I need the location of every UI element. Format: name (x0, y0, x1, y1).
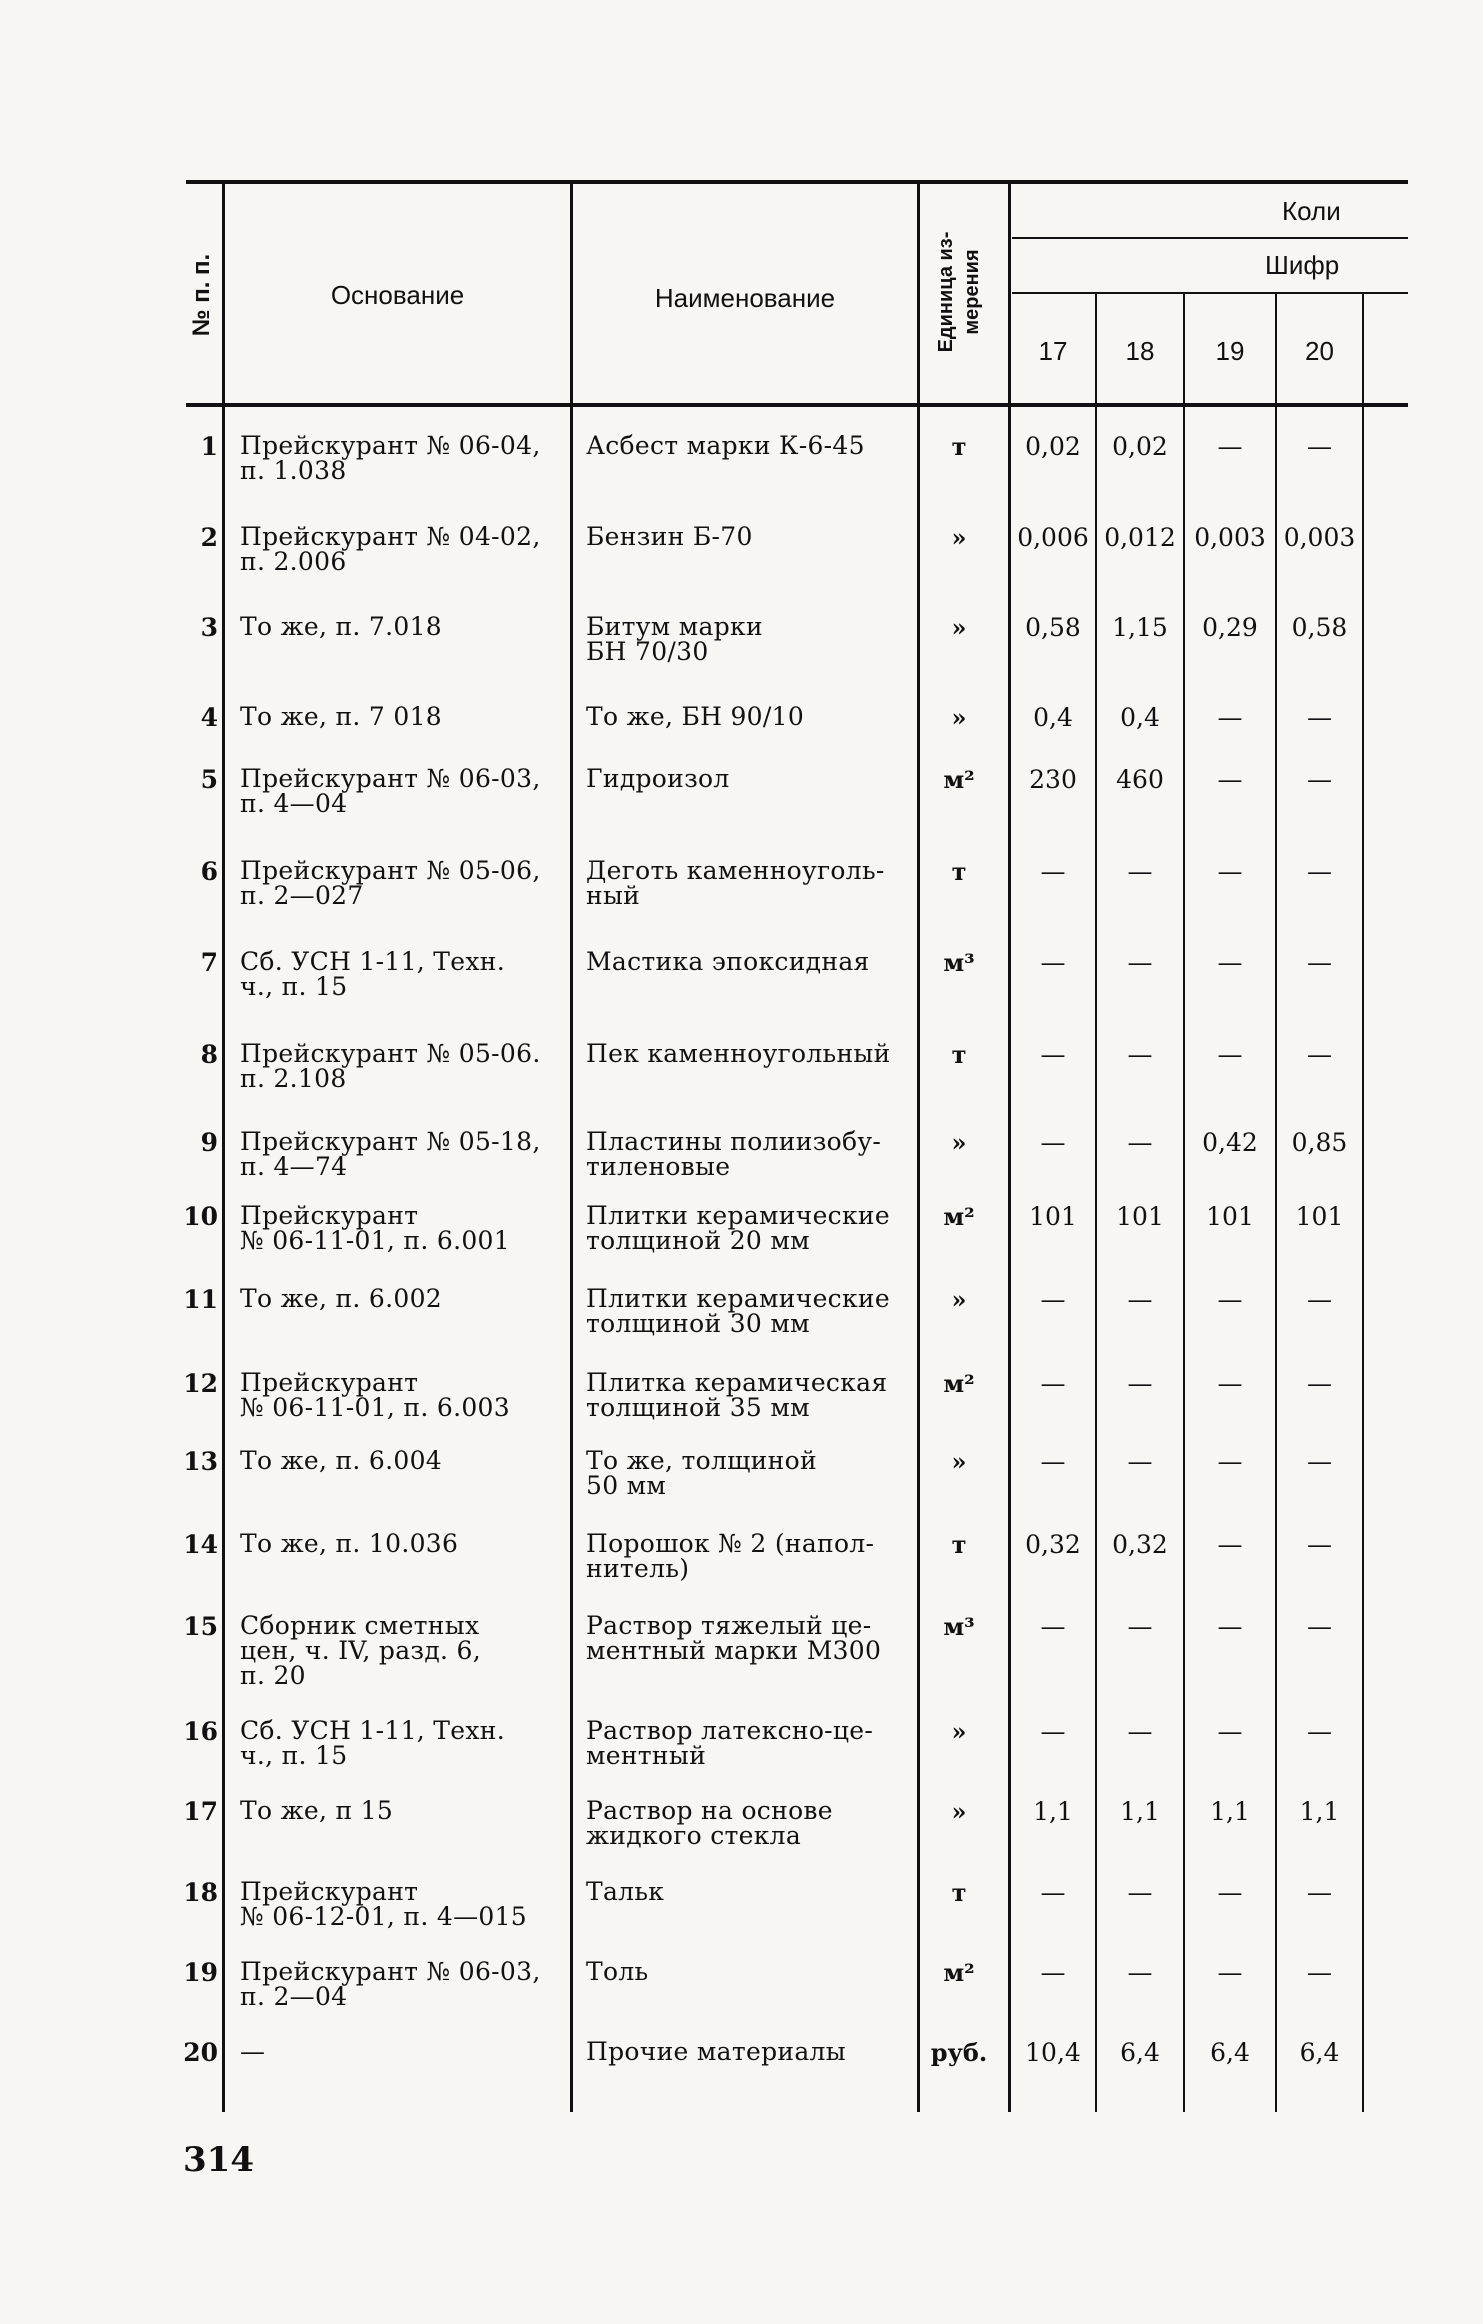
row-number: 2 (200, 523, 218, 552)
row-name: Бензин Б-70 (586, 522, 753, 551)
row-value: 1,15 (1112, 613, 1168, 642)
row-value: — (1307, 1878, 1332, 1907)
row-value: — (1127, 1128, 1153, 1157)
row-number: 9 (200, 1128, 218, 1157)
row-value: — (1307, 1717, 1332, 1746)
row-value: 0,003 (1194, 523, 1266, 552)
col-rule-2 (570, 182, 573, 2112)
row-basis: Прейскурант № 06-03, (240, 1957, 541, 1986)
row-name: Плитки керамические (586, 1201, 890, 1230)
row-basis: Сборник сметных (240, 1611, 480, 1640)
row-name: толщиной 35 мм (586, 1393, 810, 1422)
header-code-19: 19 (1215, 336, 1245, 366)
row-basis: цен, ч. IV, разд. 6, (240, 1636, 481, 1665)
row-number: 13 (183, 1447, 218, 1476)
row-value: 0,003 (1283, 523, 1356, 552)
row-value: — (1040, 857, 1066, 886)
row-value: 1,1 (1120, 1797, 1160, 1826)
row-number: 3 (200, 613, 218, 642)
row-unit: т (951, 1530, 967, 1559)
row-number: 11 (183, 1285, 218, 1314)
row-basis: Прейскурант (240, 1368, 419, 1397)
row-value: — (1217, 1612, 1243, 1641)
row-value: — (1307, 1612, 1332, 1641)
row-name: Порошок № 2 (напол- (586, 1529, 875, 1558)
page-number: 314 (183, 2140, 254, 2180)
row-number: 5 (200, 765, 218, 794)
top-rule (186, 180, 1408, 184)
row-number: 17 (183, 1797, 218, 1826)
row-value: 0,012 (1104, 523, 1176, 552)
row-value: — (1307, 1447, 1332, 1476)
row-value: — (1217, 765, 1243, 794)
row-value: — (1040, 1717, 1066, 1746)
row-value: — (1040, 1128, 1066, 1157)
header-num: № п. п. (188, 253, 215, 337)
row-unit: т (951, 857, 967, 886)
row-value: — (1127, 1612, 1153, 1641)
header-basis: Основание (330, 280, 465, 310)
row-unit: т (951, 1040, 967, 1069)
row-value: — (1307, 1285, 1332, 1314)
row-number: 14 (183, 1530, 218, 1559)
col-rule-3 (917, 182, 920, 2112)
row-number: 6 (200, 857, 218, 886)
row-value: 0,02 (1025, 432, 1081, 461)
row-value: — (1040, 1040, 1066, 1069)
row-value: 101 (1206, 1202, 1254, 1231)
row-value: 0,29 (1202, 613, 1258, 642)
col-rule-1 (222, 182, 225, 2112)
row-value: — (1217, 1717, 1243, 1746)
row-name: Пластины полиизобу- (586, 1127, 882, 1156)
header-bottom-rule (186, 403, 1408, 407)
row-value: — (1127, 1447, 1153, 1476)
row-basis: Прейскурант № 05-06. (240, 1039, 541, 1068)
row-name: толщиной 20 мм (586, 1226, 810, 1255)
row-basis: п. 2—04 (240, 1982, 348, 2011)
row-value: — (1307, 1958, 1332, 1987)
row-value: — (1217, 432, 1243, 461)
row-value: — (1307, 948, 1332, 977)
row-value: 0,85 (1291, 1128, 1348, 1157)
row-value: 101 (1116, 1202, 1164, 1231)
row-value: 0,4 (1120, 703, 1160, 732)
row-value: — (1040, 1369, 1066, 1398)
row-unit: » (951, 613, 967, 642)
row-unit: » (951, 1447, 967, 1476)
row-name: ментный марки М300 (586, 1636, 882, 1665)
row-unit: руб. (930, 2038, 988, 2067)
row-name: Пек каменноугольный (586, 1039, 891, 1068)
row-value: 230 (1029, 765, 1077, 794)
header-code-20: 20 (1305, 336, 1334, 366)
row-basis: — (240, 2037, 266, 2066)
row-number: 7 (200, 948, 218, 977)
row-value: 0,02 (1112, 432, 1168, 461)
row-value: — (1307, 857, 1332, 886)
header-code-17: 17 (1038, 336, 1068, 366)
row-value: 0,4 (1033, 703, 1073, 732)
row-basis: п. 20 (240, 1661, 306, 1690)
row-name: То же, толщиной (586, 1446, 817, 1475)
row-basis: п. 1.038 (240, 456, 347, 485)
row-value: — (1217, 857, 1243, 886)
row-value: 1,1 (1033, 1797, 1073, 1826)
row-unit: т (951, 432, 967, 461)
row-name: ментный (586, 1741, 707, 1770)
row-number: 20 (183, 2038, 218, 2067)
row-value: — (1307, 432, 1332, 461)
row-value: 0,58 (1291, 613, 1348, 642)
row-value: 6,4 (1120, 2038, 1160, 2067)
row-value: — (1307, 1040, 1332, 1069)
row-basis: ч., п. 15 (240, 1741, 348, 1770)
row-basis: То же, п. 6.004 (240, 1446, 442, 1475)
row-number: 19 (183, 1958, 218, 1987)
row-name: Мастика эпоксидная (586, 947, 870, 976)
row-value: — (1217, 703, 1243, 732)
row-unit: » (951, 1128, 967, 1157)
row-basis: п. 2.108 (240, 1064, 347, 1093)
row-basis: Прейскурант № 05-18, (240, 1127, 541, 1156)
row-unit: м² (943, 765, 975, 794)
row-name: толщиной 30 мм (586, 1309, 810, 1338)
row-basis: № 06-11-01, п. 6.003 (240, 1393, 510, 1422)
row-name: Плитки керамические (586, 1284, 890, 1313)
qty-group-rule (1012, 237, 1408, 239)
row-basis: Прейскурант (240, 1201, 419, 1230)
row-value: — (1127, 1878, 1153, 1907)
row-basis: То же, п 15 (240, 1796, 394, 1825)
row-value: — (1217, 1447, 1243, 1476)
row-value: 6,4 (1210, 2038, 1250, 2067)
row-value: — (1127, 1717, 1153, 1746)
header-code-18: 18 (1125, 336, 1155, 366)
header-code-group: Шифр (1265, 250, 1340, 280)
row-value: 101 (1029, 1202, 1077, 1231)
row-number: 16 (183, 1717, 218, 1746)
row-value: 6,4 (1299, 2038, 1340, 2067)
row-unit: м³ (943, 948, 975, 977)
row-name: Битум марки (586, 612, 763, 641)
row-value: 0,42 (1202, 1128, 1258, 1157)
row-value: — (1040, 1958, 1066, 1987)
row-value: — (1127, 1285, 1153, 1314)
row-value: — (1217, 1369, 1243, 1398)
row-value: 101 (1295, 1202, 1344, 1231)
row-number: 8 (200, 1040, 218, 1069)
row-value: — (1217, 1285, 1243, 1314)
row-value: 0,006 (1017, 523, 1089, 552)
row-value: — (1127, 948, 1153, 977)
row-value: — (1217, 1040, 1243, 1069)
row-value: — (1040, 1285, 1066, 1314)
header-qty-group: Коли (1282, 196, 1341, 226)
code-group-rule (1012, 292, 1408, 294)
row-unit: т (951, 1878, 967, 1907)
row-name: Раствор латексно-це- (586, 1716, 874, 1745)
row-name: Асбест марки К-6-45 (586, 431, 865, 460)
col-rule-8 (1362, 294, 1364, 2112)
row-value: — (1040, 1878, 1066, 1907)
row-value: — (1307, 1369, 1332, 1398)
row-basis: То же, п. 7 018 (240, 702, 442, 731)
row-number: 12 (183, 1369, 218, 1398)
row-name: нитель) (586, 1554, 690, 1583)
row-name: ный (586, 881, 641, 910)
row-name: тиленовые (586, 1152, 731, 1181)
row-basis: п. 2.006 (240, 547, 347, 576)
row-unit: м³ (943, 1612, 975, 1641)
row-name: жидкого стекла (586, 1821, 802, 1850)
row-basis: № 06-11-01, п. 6.001 (240, 1226, 510, 1255)
row-value: — (1307, 765, 1332, 794)
row-basis: Сб. УСН 1-11, Техн. (240, 947, 505, 976)
row-number: 4 (200, 703, 218, 732)
row-basis: Сб. УСН 1-11, Техн. (240, 1716, 505, 1745)
row-basis: Прейскурант № 06-03, (240, 764, 541, 793)
row-value: — (1127, 857, 1153, 886)
row-unit: м² (943, 1202, 975, 1231)
row-unit: м² (943, 1958, 975, 1987)
row-value: 10,4 (1025, 2038, 1081, 2067)
row-name: Гидроизол (586, 764, 730, 793)
row-unit: м² (943, 1369, 975, 1398)
row-value: — (1040, 1612, 1066, 1641)
row-name: Раствор на основе (586, 1796, 833, 1825)
row-basis: То же, п. 10.036 (240, 1529, 459, 1558)
row-value: — (1127, 1369, 1153, 1398)
row-basis: п. 4—04 (240, 789, 348, 818)
row-unit: » (951, 1717, 967, 1746)
row-name: Раствор тяжелый це- (586, 1611, 872, 1640)
row-value: 0,32 (1112, 1530, 1168, 1559)
row-value: — (1127, 1958, 1153, 1987)
row-name: То же, БН 90/10 (586, 702, 805, 731)
row-value: — (1217, 1878, 1243, 1907)
row-value: — (1217, 948, 1243, 977)
row-value: — (1040, 1447, 1066, 1476)
row-value: 1,1 (1210, 1797, 1250, 1826)
row-basis: п. 4—74 (240, 1152, 348, 1181)
row-basis: То же, п. 7.018 (240, 612, 442, 641)
row-unit: » (951, 703, 967, 732)
row-value: 460 (1116, 765, 1164, 794)
row-name: Деготь каменноуголь- (586, 856, 885, 885)
row-basis: п. 2—027 (240, 881, 364, 910)
row-unit: » (951, 523, 967, 552)
row-value: — (1307, 1530, 1332, 1559)
row-name: Плитка керамическая (586, 1368, 888, 1397)
row-name: Тальк (586, 1877, 665, 1906)
row-value: — (1040, 948, 1066, 977)
row-unit: » (951, 1797, 967, 1826)
row-basis: ч., п. 15 (240, 972, 348, 1001)
row-value: — (1217, 1958, 1243, 1987)
header-unit: Единица из-мерения (935, 231, 983, 353)
row-value: — (1217, 1530, 1243, 1559)
row-name: Прочие материалы (586, 2037, 846, 2066)
row-number: 18 (183, 1878, 218, 1907)
row-value: 0,58 (1025, 613, 1081, 642)
row-value: 0,32 (1025, 1530, 1081, 1559)
row-value: — (1307, 703, 1332, 732)
row-unit: » (951, 1285, 967, 1314)
row-name: 50 мм (586, 1471, 667, 1500)
header-name: Наименование (654, 283, 836, 313)
row-basis: Прейскурант № 05-06, (240, 856, 541, 885)
row-basis: № 06-12-01, п. 4—015 (240, 1902, 528, 1931)
row-number: 15 (183, 1612, 218, 1641)
row-value: — (1127, 1040, 1153, 1069)
row-number: 10 (183, 1202, 218, 1231)
row-basis: Прейскурант № 04-02, (240, 522, 541, 551)
row-basis: То же, п. 6.002 (240, 1284, 442, 1313)
row-number: 1 (200, 432, 218, 461)
row-name: БН 70/30 (586, 637, 709, 666)
row-basis: Прейскурант (240, 1877, 419, 1906)
row-name: Толь (586, 1957, 649, 1986)
row-value: 1,1 (1299, 1797, 1340, 1826)
row-basis: Прейскурант № 06-04, (240, 431, 541, 460)
